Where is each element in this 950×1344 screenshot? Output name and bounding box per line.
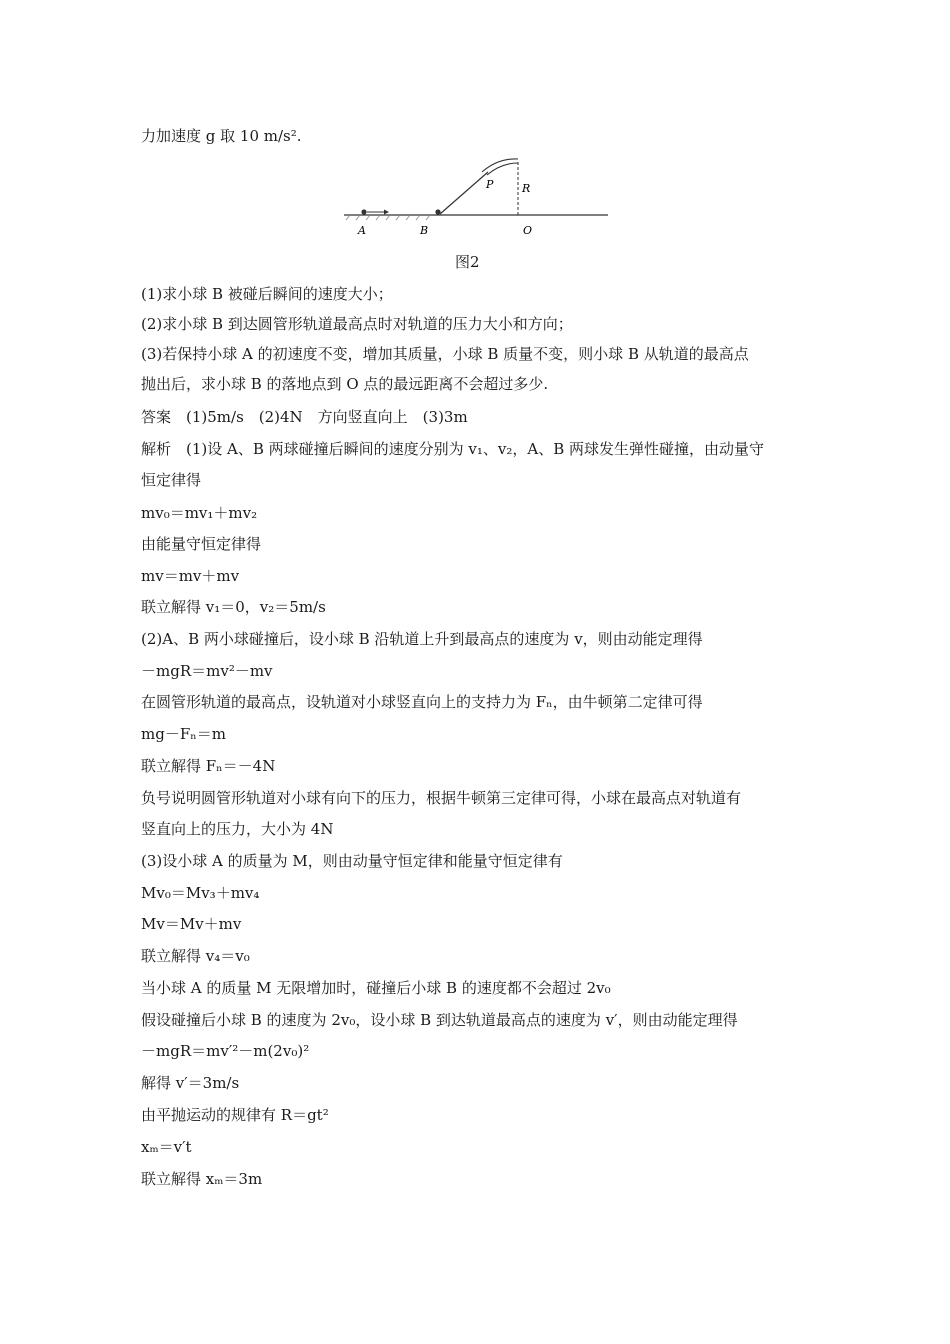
text-line: 联立解得 v₄＝v₀ xyxy=(141,947,250,965)
label-a: A xyxy=(358,224,366,237)
tube-arc-outer xyxy=(482,159,518,172)
equation-line: －mgR＝mv²－mv xyxy=(141,662,273,680)
text-line: 竖直向上的压力，大小为 4N xyxy=(141,820,334,838)
ground-hatching xyxy=(346,215,430,220)
text-line: 由平抛运动的规律有 R＝gt² xyxy=(141,1106,329,1124)
equation-line: mg－Fₙ＝m xyxy=(141,725,226,743)
text-line: (3)设小球 A 的质量为 M，则由动量守恒定律和能量守恒定律有 xyxy=(141,852,563,870)
label-r: R xyxy=(522,182,531,195)
answer-line: 答案 (1)5m/s (2)4N 方向竖直向上 (3)3m xyxy=(141,408,468,426)
text-line: 力加速度 g 取 10 m/s². xyxy=(141,127,302,145)
equation-line: mv₀＝mv₁＋mv₂ xyxy=(141,504,258,522)
equation-line: Mv＝Mv＋mv xyxy=(141,915,242,933)
text-line: 当小球 A 的质量 M 无限增加时，碰撞后小球 B 的速度都不会超过 2v₀ xyxy=(141,979,611,997)
text-line: 解析 (1)设 A、B 两球碰撞后瞬间的速度分别为 v₁、v₂，A、B 两球发生弹性碰撞，由动量守 xyxy=(141,440,765,458)
equation-line: Mv₀＝Mv₃＋mv₄ xyxy=(141,884,260,902)
equation-line: xₘ＝v′t xyxy=(141,1138,192,1156)
ball-b xyxy=(435,209,440,214)
text-line: (3)若保持小球 A 的初速度不变，增加其质量，小球 B 质量不变，则小球 B 从轨道的最高点 xyxy=(141,345,749,363)
text-line: 由能量守恒定律得 xyxy=(141,535,262,553)
text-line: (2)求小球 B 到达圆管形轨道最高点时对轨道的压力大小和方向； xyxy=(141,315,573,333)
equation-line: －mgR＝mv′²－m(2v₀)² xyxy=(141,1042,310,1060)
track-diagram xyxy=(340,150,610,242)
text-line: 联立解得 v₁＝0，v₂＝5m/s xyxy=(141,598,326,616)
figure-caption: 图2 xyxy=(455,253,480,271)
text-line: 联立解得 Fₙ＝－4N xyxy=(141,757,276,775)
label-p: P xyxy=(486,178,494,191)
text-line: 负号说明圆管形轨道对小球有向下的压力，根据牛顿第三定律可得，小球在最高点对轨道有 xyxy=(141,789,742,807)
text-line: 恒定律得 xyxy=(141,471,202,489)
text-line: 在圆管形轨道的最高点，设轨道对小球竖直向上的支持力为 Fₙ，由牛顿第二定律可得 xyxy=(141,693,703,711)
equation-line: mv＝mv＋mv xyxy=(141,567,240,585)
text-line: 联立解得 xₘ＝3m xyxy=(141,1170,263,1188)
text-line: (2)A、B 两小球碰撞后，设小球 B 沿轨道上升到最高点的速度为 v，则由动能定理得 xyxy=(141,630,703,648)
text-line: 抛出后，求小球 B 的落地点到 O 点的最远距离不会超过多少. xyxy=(141,375,549,393)
ball-a xyxy=(361,209,366,214)
text-line: (1)求小球 B 被碰后瞬间的速度大小； xyxy=(141,285,393,303)
label-o: O xyxy=(523,224,533,237)
label-b: B xyxy=(420,224,429,237)
text-line: 假设碰撞后小球 B 的速度为 2v₀，设小球 B 到达轨道最高点的速度为 v′，则由动能定理得 xyxy=(141,1011,738,1029)
arrowhead-icon xyxy=(384,210,389,215)
figure-track-diagram xyxy=(340,150,610,242)
incline-track xyxy=(440,172,488,214)
text-line: 解得 v′＝3m/s xyxy=(141,1074,240,1092)
